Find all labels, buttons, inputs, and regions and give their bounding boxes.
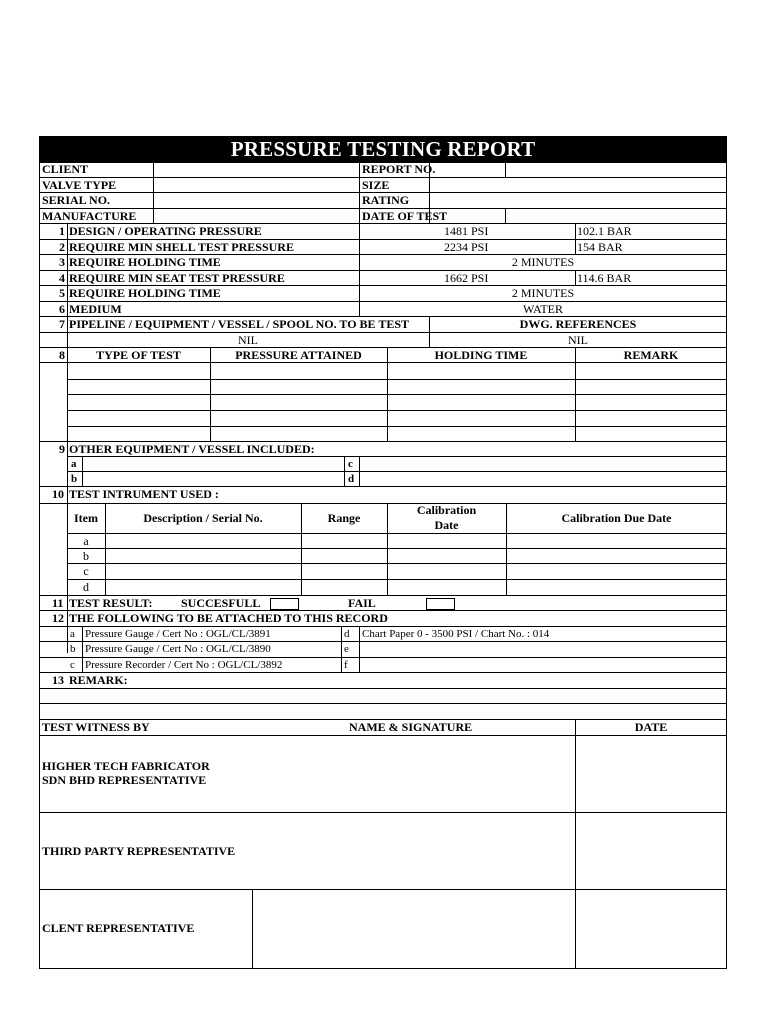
row-1-bar: 102.1 BAR xyxy=(577,224,632,238)
attach-f-letter: f xyxy=(344,659,348,671)
name-signature-header: NAME & SIGNATURE xyxy=(349,720,473,734)
calibration-header-line2: Date xyxy=(434,518,459,532)
type-of-test-header: TYPE OF TEST xyxy=(96,348,181,362)
row-3-number: 3 xyxy=(59,255,65,269)
item-c-letter: c xyxy=(348,458,353,470)
item-a-letter: a xyxy=(71,458,77,470)
row-6-value: WATER xyxy=(523,302,563,316)
remark-label: REMARK: xyxy=(69,673,128,687)
valve-type-label: VALVE TYPE xyxy=(42,178,117,192)
item-d-letter: d xyxy=(348,473,355,485)
fail-checkbox[interactable] xyxy=(426,598,455,610)
attach-a-text: Pressure Gauge / Cert No : OGL/CL/3891 xyxy=(85,628,271,640)
rep3-label: CLENT REPRESENTATIVE xyxy=(42,921,195,935)
row-1-number: 1 xyxy=(59,224,65,238)
attach-e-letter: e xyxy=(344,643,349,655)
row-4-psi: 1662 PSI xyxy=(444,271,489,285)
rep2-label: THIRD PARTY REPRESENTATIVE xyxy=(42,844,236,858)
instrument-item-a: a xyxy=(83,534,89,548)
item-header: Item xyxy=(74,511,98,525)
item-b-letter: b xyxy=(71,473,78,485)
attach-d-letter: d xyxy=(344,628,350,640)
date-of-test-label: DATE OF TEST xyxy=(362,209,448,223)
row-1-label: DESIGN / OPERATING PRESSURE xyxy=(69,224,262,238)
test-result-label: TEST RESULT: xyxy=(69,596,153,610)
manufacture-label: MANUFACTURE xyxy=(42,209,137,223)
attach-b-letter: b xyxy=(70,643,76,655)
row-3-value: 2 MINUTES xyxy=(511,255,575,269)
instrument-item-c: c xyxy=(83,564,89,578)
size-label: SIZE xyxy=(362,178,390,192)
row-4-number: 4 xyxy=(59,271,65,285)
instrument-item-d: d xyxy=(83,580,89,594)
report-title: PRESSURE TESTING REPORT xyxy=(39,136,727,162)
pipeline-value: NIL xyxy=(238,333,258,347)
row-6-label: MEDIUM xyxy=(69,302,122,316)
row-4-bar: 114.6 BAR xyxy=(577,271,632,285)
dwg-references-label: DWG. REFERENCES xyxy=(519,317,637,331)
successful-checkbox[interactable] xyxy=(270,598,299,610)
section-11-number: 11 xyxy=(52,596,64,610)
description-header: Description / Serial No. xyxy=(143,511,263,525)
holding-time-header: HOLDING TIME xyxy=(434,348,528,362)
section-9-number: 9 xyxy=(59,442,65,456)
row-4-label: REQUIRE MIN SEAT TEST PRESSURE xyxy=(69,271,285,285)
section-13-number: 13 xyxy=(52,673,64,687)
test-witness-header: TEST WITNESS BY xyxy=(42,720,150,734)
instrument-item-b: b xyxy=(83,549,89,563)
row-1-psi: 1481 PSI xyxy=(444,224,489,238)
row-3-label: REQUIRE HOLDING TIME xyxy=(69,255,221,269)
rating-label: RATING xyxy=(362,193,410,207)
pressure-attained-header: PRESSURE ATTAINED xyxy=(235,348,362,362)
serial-no-label: SERIAL NO. xyxy=(42,193,111,207)
calibration-due-date-header: Calibration Due Date xyxy=(561,511,672,525)
attach-c-text: Pressure Recorder / Cert No : OGL/CL/3892 xyxy=(85,659,283,671)
successful-label: SUCCESFULL xyxy=(181,596,261,610)
section-10-number: 10 xyxy=(52,487,64,501)
section-8-number: 8 xyxy=(59,348,65,362)
row-2-psi: 2234 PSI xyxy=(444,240,489,254)
row-2-number: 2 xyxy=(59,240,65,254)
row-6-number: 6 xyxy=(59,302,65,316)
calibration-header-line1: Calibration xyxy=(416,503,477,517)
row-7-label: PIPELINE / EQUIPMENT / VESSEL / SPOOL NO. TO BE TEST xyxy=(69,317,410,331)
row-2-bar: 154 BAR xyxy=(577,240,623,254)
attach-d-text: Chart Paper 0 - 3500 PSI / Chart No. : 014 xyxy=(362,628,550,640)
attach-b-text: Pressure Gauge / Cert No : OGL/CL/3890 xyxy=(85,643,271,655)
report-sheet xyxy=(39,136,727,968)
date-header: DATE xyxy=(634,720,668,734)
section-10-label: TEST INTRUMENT USED : xyxy=(69,487,219,501)
row-5-number: 5 xyxy=(59,286,65,300)
attach-a-letter: a xyxy=(70,628,75,640)
client-label: CLIENT xyxy=(42,162,89,176)
section-9-label: OTHER EQUIPMENT / VESSEL INCLUDED: xyxy=(69,442,315,456)
section-12-number: 12 xyxy=(52,611,64,625)
attach-c-letter: c xyxy=(70,659,75,671)
row-2-label: REQUIRE MIN SHELL TEST PRESSURE xyxy=(69,240,294,254)
dwg-references-value: NIL xyxy=(568,333,588,347)
rep1-line1: HIGHER TECH FABRICATOR xyxy=(42,759,210,773)
fail-label: FAIL xyxy=(348,596,376,610)
section-12-label: THE FOLLOWING TO BE ATTACHED TO THIS RECORD xyxy=(69,611,388,625)
row-7-number: 7 xyxy=(59,317,65,331)
row-5-value: 2 MINUTES xyxy=(511,286,575,300)
row-5-label: REQUIRE HOLDING TIME xyxy=(69,286,221,300)
remark-header: REMARK xyxy=(623,348,679,362)
range-header: Range xyxy=(327,511,361,525)
report-no-label: REPORT NO. xyxy=(362,162,436,176)
rep1-line2: SDN BHD REPRESENTATIVE xyxy=(42,773,207,787)
